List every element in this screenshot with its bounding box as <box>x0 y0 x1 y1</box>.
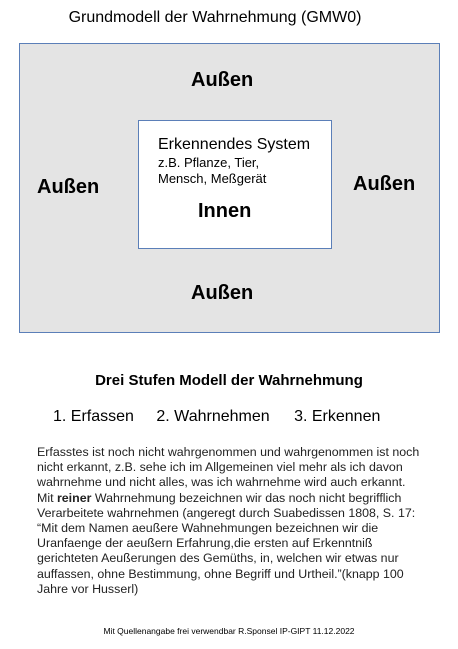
page-title: Grundmodell der Wahrnehmung (GMW0) <box>68 9 362 26</box>
stage-1: 1. Erfassen <box>53 408 134 425</box>
section-heading: Drei Stufen Modell der Wahrnehmung <box>95 372 363 389</box>
outside-label-right: Außen <box>353 173 416 195</box>
outside-label-top: Außen <box>191 69 254 91</box>
stages-row <box>53 408 380 426</box>
paragraph-part-1: Erfasstes ist noch nicht wahrgenommen und wahrgenommen ist noch nicht erkannt, z.B. sehe ich im Allgemeinen viel mehr als ich davon wahrnehme und nicht alles, was ich wahrnehme wird auch erkannt. Mit <box>37 445 420 505</box>
inner-example-line-2: Mensch, Meßgerät <box>158 171 267 186</box>
inner-system-title: Erkennendes System <box>158 136 311 153</box>
paragraph-part-2: Wahrnehmung bezeichnen wir das noch nicht begrifflich Verarbeitete wahrnehmen (angeregt durch Suabedissen 1808, S. 17: “Mit dem Namen aeußere Wahnehmungen bezeichnen wir die Uranfaenge der aeußern Erfahrung,die ersten auf Erkenntniß gerichteten Aeußerungen des Gemüths, in, welchen wir etwas nur auffassen, ohne Bestimmung, ohne Begriff und Urtheil.”(knapp 100 Jahre vor Husserl) <box>37 490 416 596</box>
footer-note: Mit Quellenangabe frei verwendbar R.Sponsel IP-GIPT 11.12.2022 <box>103 626 355 636</box>
outside-label-bottom: Außen <box>191 282 254 304</box>
description-paragraph <box>37 445 425 597</box>
stage-3: 3. Erkennen <box>294 408 381 425</box>
inside-label: Innen <box>198 200 252 222</box>
inner-example-line-1: z.B. Pflanze, Tier, <box>158 155 260 170</box>
outside-label-left: Außen <box>37 176 100 198</box>
stage-2: 2. Wahrnehmen <box>156 408 270 425</box>
inner-system-examples <box>158 155 328 187</box>
paragraph-emphasis: reiner <box>56 490 92 505</box>
